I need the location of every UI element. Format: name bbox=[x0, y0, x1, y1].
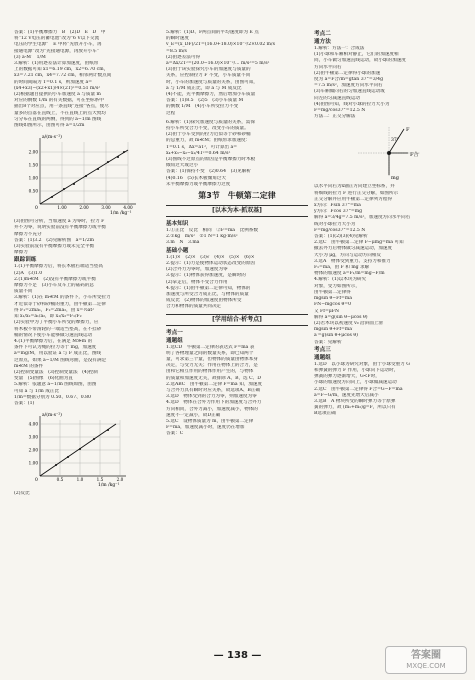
text-line: =8.5 m/s bbox=[166, 48, 187, 54]
x-tick-label: 1.5 bbox=[96, 477, 104, 483]
text-line: 2.选C 由牛顿第二定律 F−μmg=ma 可知 bbox=[314, 240, 404, 246]
graph-1-origin-label: 0 bbox=[35, 206, 38, 212]
text-line: 对象，受力如图所示， bbox=[314, 283, 360, 289]
text-line: 过原点，如果 a−1/M 图线弯曲，是没有满足 bbox=[14, 357, 107, 363]
text-line: 摩擦力 bbox=[14, 250, 28, 256]
x-tick-label: 2.00 bbox=[79, 205, 89, 211]
text-line: 速度不一定减小，故D正确 bbox=[166, 412, 221, 418]
text-line: 线对小球拉力大小为 bbox=[314, 221, 356, 227]
text-line: 4.解析：(1)以木块为研究 bbox=[314, 277, 367, 283]
x-tick-label: 3.00 bbox=[101, 205, 111, 211]
text-line: 桶的情况下使小车能够做匀速直线运动 bbox=[14, 332, 93, 338]
text-line: 3.提示：(1)物体获得加速度，是瞬时的 bbox=[166, 273, 246, 279]
text-line: 匀分布在直线的两侧，得到的 a−1/m 图线 bbox=[14, 116, 102, 122]
text-line: 4.(1)平衡摩擦力后，在满足 M≫m 的 bbox=[14, 338, 93, 344]
text-line: 答案：(1)3.2 (2)见解析图 a=1/2m bbox=[14, 237, 95, 243]
text-line: 答案：(1)平衡摩擦力 B (2)D E D 中 bbox=[14, 30, 106, 35]
y-tick-label: 2.00 bbox=[28, 149, 38, 155]
key-point-1-subtitle: 通题组 bbox=[166, 337, 183, 344]
a-vs-inverse-mass-graph-2 bbox=[24, 410, 160, 488]
text-line: 由和它相互作用的物体作用产生的，与物体 bbox=[166, 369, 254, 375]
x-tick-label: 0.5 bbox=[56, 477, 64, 483]
text-line: 1/m=数据分别为 0.50、0.67、0.80 bbox=[14, 394, 91, 400]
text-line: 簧的弹力，故 (m₁+m₂)g=F，所以只有 bbox=[314, 405, 396, 411]
text-line: a′=g(sin θ+μcos θ) bbox=[314, 333, 358, 339]
text-line: =7.5 m/s²，加速度方向水平向右 bbox=[314, 83, 383, 89]
text-line: F₁=ma，由 F 和 mg 求解 bbox=[314, 265, 370, 271]
text-line: 解得 a=3/4g=7.5 m/s²，加速度方向水平向右 bbox=[314, 215, 411, 221]
key-point-1-text bbox=[166, 345, 308, 438]
text-line: 摩擦力不充分 bbox=[14, 231, 42, 237]
text-line: 同，小车做匀加速直线运动，故小球的加速度 bbox=[314, 58, 406, 64]
text-line: 变量 (5)图像 (6)化曲为直 bbox=[14, 376, 73, 382]
text-line: 2.提示：(1)力是使物体运动状态改变的原因 bbox=[166, 260, 255, 266]
text-line: 过程 bbox=[166, 110, 176, 116]
text-line: 弹簧的弹力逐渐增大，G<F时， bbox=[314, 374, 380, 380]
y-tick-label: 1.50 bbox=[28, 162, 38, 168]
graph-2-origin-label: 0 bbox=[35, 478, 38, 484]
text-line: 答案：见解析 bbox=[314, 339, 342, 345]
text-line: 解得 a=g(sin θ−μcos θ) bbox=[314, 314, 368, 320]
text-line: 未平衡摩擦力或平衡摩擦力过度 bbox=[166, 181, 231, 187]
text-line: 3.解析：(1)在 m≪M 的条件下，小车所受拉力 bbox=[14, 295, 111, 301]
text-line: 5.解析：依题意 a−1/m 图线如图，由图 bbox=[14, 382, 97, 388]
key-point-2-title: 考点二 bbox=[314, 31, 331, 37]
text-line: (4)不能，先平衡摩擦力，然后增加小车质量 bbox=[166, 92, 256, 98]
text-line: 2.选C 由牛顿第二定律得 F合=G−F=ma bbox=[314, 386, 403, 392]
text-line: 方法二：正交分解法 bbox=[314, 114, 356, 120]
text-line: 又 Ff=μFN bbox=[314, 308, 339, 314]
text-line: 量，可求第三个量，但物体的质量由物体本身 bbox=[166, 356, 258, 362]
text-line: 正交分解并应用牛顿第二定律列方程得 bbox=[314, 196, 393, 202]
graph-1-y-axis-label: a/(m·s⁻²) bbox=[42, 135, 62, 141]
text-line: 2.(1)m≪M (2)没有平衡摩擦力或平衡 bbox=[14, 276, 96, 282]
column-1-mid-text bbox=[14, 219, 160, 256]
text-line: 方向水平向右 bbox=[314, 64, 342, 70]
text-line: 量多的点落在直线上，不在直线上的点大致均 bbox=[14, 110, 106, 116]
text-line: 答案：(1)保持不变 (2)0.64 (3)见解析 bbox=[166, 169, 251, 175]
text-line: 电压的学生电源” E 中将“先放开小车，再 bbox=[14, 42, 102, 48]
column-3 bbox=[314, 30, 464, 644]
column-1-top-text bbox=[14, 30, 160, 129]
text-line: a=mg/M，用以验证 a 与 F 成正比，图线 bbox=[14, 351, 102, 357]
text-line: 将“12 V电压的蓄电池”改为“6 V以下交流 bbox=[14, 36, 100, 42]
x-tick-label: 2.0 bbox=[116, 477, 124, 483]
y-tick-label: 1.00 bbox=[28, 460, 38, 466]
text-line: (3)车厢做向右的匀加速直线运动或 bbox=[314, 89, 385, 95]
y-tick-label: 2.00 bbox=[28, 447, 38, 453]
watermark-logo bbox=[385, 646, 467, 674]
text-line: (2)根据题目提供的小车加速度 a 与质量 m bbox=[14, 92, 101, 98]
text-line: 的时间间隔为 T=0.1 s，则加速度 a= bbox=[14, 79, 93, 85]
text-line: F=mg/cos37°=12.5 N bbox=[314, 108, 366, 114]
text-line: 才近似等于砂和砂桶的重力，由牛顿第二定律 bbox=[14, 301, 106, 307]
key-point-2-text bbox=[314, 46, 464, 120]
force-diagram bbox=[314, 123, 464, 181]
text-line: (2)控制变量法 (3)控制变量法 (4)控制 bbox=[14, 369, 98, 375]
basic-knowledge-text bbox=[166, 228, 308, 247]
text-line: 合力和物体的质量共同决定 bbox=[166, 304, 222, 310]
text-line: x3=7.21 cm，x4=7.72 cm，相邻两计数点间 bbox=[14, 73, 112, 79]
net-force-label: F合 bbox=[410, 152, 419, 159]
text-line: (2)由牛顿第二定律得小球的加速 bbox=[314, 70, 381, 76]
text-line: (2)反比 bbox=[14, 491, 30, 497]
key-point-2-solution-text bbox=[314, 184, 464, 345]
text-line: 对应的倒数 1/m 的有关数据，可在坐标系中 bbox=[14, 98, 104, 104]
text-line: 3.m N 3.ma bbox=[166, 240, 200, 246]
gravity-label: mg bbox=[391, 175, 399, 182]
basic-knowledge-title: 基本知识 bbox=[166, 221, 189, 228]
text-line: 5.选C 设物体质量为 m，由牛顿第二定律 bbox=[166, 418, 254, 424]
text-line: 以水平向右为x轴正方向建立坐标系，并 bbox=[314, 184, 395, 190]
key-point-3-subtitle: 通题组 bbox=[314, 354, 331, 361]
section-band-analysis: [学用结合·析考点] bbox=[166, 314, 308, 326]
text-line: 大小为 μg，方向与运动方向相反 bbox=[314, 252, 382, 258]
a-vs-inverse-mass-graph-1 bbox=[24, 132, 160, 216]
y-tick-label: 1.00 bbox=[28, 175, 38, 181]
y-tick-label: 0.50 bbox=[28, 188, 38, 194]
text-line: 描出8个对应点，用一条直线“连接”各点，使尽 bbox=[14, 104, 109, 110]
text-line: (3) a-M′ 1/M bbox=[14, 54, 46, 60]
y-tick-label: 4.00 bbox=[28, 421, 38, 427]
text-line: 1.选CD 牛顿第二定律的表达式 F=ma 表 bbox=[166, 344, 255, 350]
text-line: 将细线的拉力 F 进行正交分解，如图所示 bbox=[314, 190, 399, 196]
text-line: 4.选D 物体在合外力作用下的加速度与合外力 bbox=[166, 400, 262, 406]
text-line: 答案：(1)(2)(3)(4)见解析 bbox=[314, 234, 368, 240]
text-line: (3)由图可分析，当加速度 a 为零时，拉力 F bbox=[14, 219, 105, 225]
key-point-3-text bbox=[314, 362, 464, 418]
text-line: 答案：(1) bbox=[14, 400, 35, 406]
text-line: (3)由于该实验探究小车的加速度与质量的 bbox=[166, 67, 251, 73]
text-line: a=Δx/2T²=(20.0−16.0)×10⁻²/... m/s²=5 m/s² bbox=[166, 61, 270, 67]
text-line: 图线如图所示，由图可得 a=1/2m bbox=[14, 123, 85, 129]
chapter-title: 第3节 牛顿第二定律 bbox=[198, 191, 276, 201]
text-line: 接通电源”改为“先接通电源，再放开小车” bbox=[14, 48, 100, 54]
text-line: FN−mgcos θ=0 bbox=[314, 302, 352, 308]
text-line: (2)拿走后，物体不受合力作用 bbox=[166, 279, 228, 285]
text-line: 倾角过大或过小 bbox=[166, 163, 199, 169]
text-line: (1)小球和车厢相对静止，它们的加速度相 bbox=[314, 52, 399, 58]
text-line: x方向：Fsin 37°=ma bbox=[314, 203, 361, 209]
text-line: (x4+x3)−(x2+x1)/4×(2T)²=0.51 m/s² bbox=[14, 85, 101, 91]
graph-2-y-axis-label: a/(m·s⁻²) bbox=[42, 413, 62, 419]
text-line: 持小车所受合力不变，改变小车的质量。 bbox=[166, 126, 249, 132]
text-line: 的总重力，故 m≪M；由纸带求加速度： bbox=[166, 138, 251, 144]
column-1 bbox=[14, 30, 160, 644]
column-1-end-text bbox=[14, 491, 160, 497]
text-line: 3.选D 物体受到的合力为零，则加速度为零 bbox=[166, 394, 257, 400]
text-line: 3.选A 物体受到重力、支持力和推力 bbox=[314, 258, 391, 264]
x-tick-label: 4.00 bbox=[123, 205, 133, 211]
text-line: 将木板不带滑轮的一端适当垫高，在不挂砂 bbox=[14, 326, 102, 332]
text-line: 4.提示：(1)由牛顿第二定律可知，物体的 bbox=[166, 285, 251, 291]
basic-quiz-title: 基础小题 bbox=[166, 247, 189, 254]
text-line: 的瞬时速度 bbox=[166, 36, 189, 42]
x-tick-label: 1.00 bbox=[57, 205, 67, 211]
x-tick-label: 1.0 bbox=[76, 477, 84, 483]
text-line: 加速度与所受合力成正比，与物体的质量 bbox=[166, 291, 249, 297]
graph-2-x-axis-label: 1/m /kg⁻¹ bbox=[98, 483, 120, 489]
text-line: (4)由图可知，线对小球的拉力大小为 bbox=[314, 101, 390, 107]
section-title-tracking-practice: 跟踪训练 bbox=[14, 257, 37, 264]
text-line: 关系，应控制拉力 F 不变，小车质量不同 bbox=[166, 73, 251, 79]
basic-quiz-text bbox=[166, 255, 308, 311]
text-line: (2)若木块以初速度 v₀ 沿斜面上滑 bbox=[314, 320, 383, 326]
y-tick-label: 3.00 bbox=[28, 434, 38, 440]
text-line: 的倒数 1/M (4)小车所受拉力不变 bbox=[166, 104, 239, 110]
text-line: 2.选ABC 由牛顿第二定律 F=ma 知，加速度 bbox=[166, 381, 263, 387]
text-line: v_E=(x_DF)/2T=(16.0+18.0)×10⁻²/2×0.02 m/s bbox=[166, 42, 275, 48]
text-line: x₄+x₃−x₂−x₁/4T²=0.64 m/s² bbox=[166, 150, 231, 156]
text-line: 答案：(1)8.5 (2)5 (3)小车质量 M bbox=[166, 98, 244, 104]
text-line: (2)合外力为零时，加速度为零 bbox=[166, 267, 228, 273]
section-band-basics: [以本为本·抓双基] bbox=[166, 205, 308, 217]
graph-1-x-axis-label: 1/m /kg⁻¹ bbox=[110, 211, 132, 217]
text-line: 方向相同，合外力减小，加速度减小，物体的 bbox=[166, 406, 258, 412]
text-line: 决定，与受力无关；作用在物体上的合力，是 bbox=[166, 363, 258, 369]
text-line: 1.①正比 反比 相同 ②F=ma 比例系数 bbox=[166, 228, 259, 234]
key-point-2-subtitle: 通方法 bbox=[314, 39, 331, 45]
force-angle-label: 37° bbox=[391, 138, 399, 144]
tension-label: F bbox=[406, 127, 410, 134]
text-line: m≪M 的条件 bbox=[14, 363, 44, 369]
text-line: 物体的加速度 a=F₁/m=mg−F/m bbox=[314, 271, 385, 277]
text-line: 得 F₁=2ma₁，F₂=2ma₂，由 x=½at² bbox=[14, 307, 95, 313]
text-line: 1.解析：方法一：合成法 bbox=[314, 46, 365, 51]
text-line: 5.解析：(1)D、F两点间的平均速度即为 E 点 bbox=[166, 30, 259, 35]
text-line: 1.(1)× (2)× (3)√ (4)× (5)× (6)× bbox=[166, 254, 255, 260]
text-line: 和弹簧的弹力 F 作用，小球向下运动时， bbox=[314, 367, 399, 373]
text-line: B选项正确 bbox=[314, 411, 336, 417]
text-line: 答案：C bbox=[166, 431, 184, 437]
text-line: 时，小车的加速度与质量的关系，由图可知， bbox=[166, 79, 258, 85]
text-line: 上的数据可知 x1=6.19 cm，x2=6.70 cm， bbox=[14, 67, 109, 73]
text-line: mgsin θ+Ff=ma′ bbox=[314, 327, 354, 333]
text-line: 成反比 (2)物体的加速度由物体所受 bbox=[166, 298, 242, 304]
text-line: (3)图线不过原点的原因是平衡摩擦力时木板 bbox=[166, 157, 256, 163]
text-line: (2)实验中为了平衡小车所受的摩擦力，应 bbox=[14, 320, 99, 326]
text-line: a 与 1/M 成正比，即 a 与 M 成反比 bbox=[166, 85, 242, 91]
text-line: 度为 a=F合/m=gtan 37°=3/4g bbox=[314, 77, 384, 83]
column-1-bottom-text bbox=[14, 264, 160, 407]
text-line: 的质量和加速度无关，故排除 A、B，选 C、D bbox=[166, 375, 261, 381]
text-line: 小球的加速度方向向上，小球做减速运动 bbox=[314, 380, 397, 386]
text-line: 向左的匀减速直线运动 bbox=[314, 95, 360, 101]
column-2-mid-text bbox=[166, 120, 308, 188]
column-2 bbox=[166, 30, 308, 644]
text-line: 1.选D 以小球为研究对象，由于小球受重力 G bbox=[314, 361, 410, 367]
text-line: 明了各物理量之间的数量关系，即已知两个 bbox=[166, 350, 254, 356]
text-line: mgsin θ−Ff=ma bbox=[314, 296, 352, 302]
text-line: 摩擦力不足 (3)小车及车上的砝码的总 bbox=[14, 283, 95, 289]
text-line: 3.解析：(1)用逐差法计算加速度，由纸带 bbox=[14, 61, 99, 67]
text-line: 条件下可认为绳的拉力等于 mg，加速度 bbox=[14, 345, 97, 351]
text-line: 撤去外力后物体做匀减速运动，加速度 bbox=[314, 246, 393, 252]
page-number: — 138 — bbox=[213, 650, 262, 661]
text-line: F=mg/cos37°=12.5 N bbox=[314, 227, 366, 233]
text-line: y方向：Fcos 37°=mg bbox=[314, 209, 363, 215]
text-line: (3)实验前没有平衡摩擦力或未完全平衡 bbox=[14, 244, 95, 250]
text-line: 1.(1)平衡摩擦力后，将长木板右端适当垫高 bbox=[14, 264, 103, 270]
text-line: (2)由逐差法可得 bbox=[166, 54, 201, 60]
text-line: 并不为零，说明实验前没有平衡摩擦力或平衡 bbox=[14, 225, 106, 231]
text-line: 3.选B A 物块所受的瞬时弹力等于原弹 bbox=[314, 398, 396, 404]
text-line: 与合外力具有瞬时对应关系，故选项A、B正确 bbox=[166, 387, 260, 393]
key-point-1-title: 考点一 bbox=[166, 329, 183, 336]
watermark-url: MXQE.COM bbox=[406, 661, 446, 670]
watermark-text: 答案圈 bbox=[411, 649, 441, 661]
column-2-top-text bbox=[166, 30, 308, 117]
text-line: (4)0.16 (5)长木板倾角过大 bbox=[166, 175, 226, 181]
text-line: F=ma，加速度减小时，速度仍在增加 bbox=[166, 425, 245, 431]
text-line: T=0.1 s，Δx=aT²，可计算出 a= bbox=[166, 144, 238, 150]
text-line: (2)A (3)1.0 bbox=[14, 270, 43, 276]
text-line: a=F−G/m，速度先增大后减小 bbox=[314, 392, 379, 398]
text-line: 6.解析：(1)探究加速度与质量的关系，需保 bbox=[166, 119, 255, 125]
text-line: 由牛顿第二定律得 bbox=[314, 289, 351, 295]
key-point-3-title: 考点三 bbox=[314, 346, 331, 353]
text-line: 2.①kg m/s² ②1 N=1 kg·m/s² bbox=[166, 234, 238, 240]
text-line: 知 x₁/x₂=a₁/a₂，即 x₁/x₂=F₁/F₂ bbox=[14, 314, 82, 320]
text-line: 质量不同 bbox=[14, 289, 33, 295]
text-line: 可知 a 与 1/m 成正比 bbox=[14, 388, 59, 394]
text-line: (2)由于小车受到的拉力近似等于砂和砂桶 bbox=[166, 132, 251, 138]
